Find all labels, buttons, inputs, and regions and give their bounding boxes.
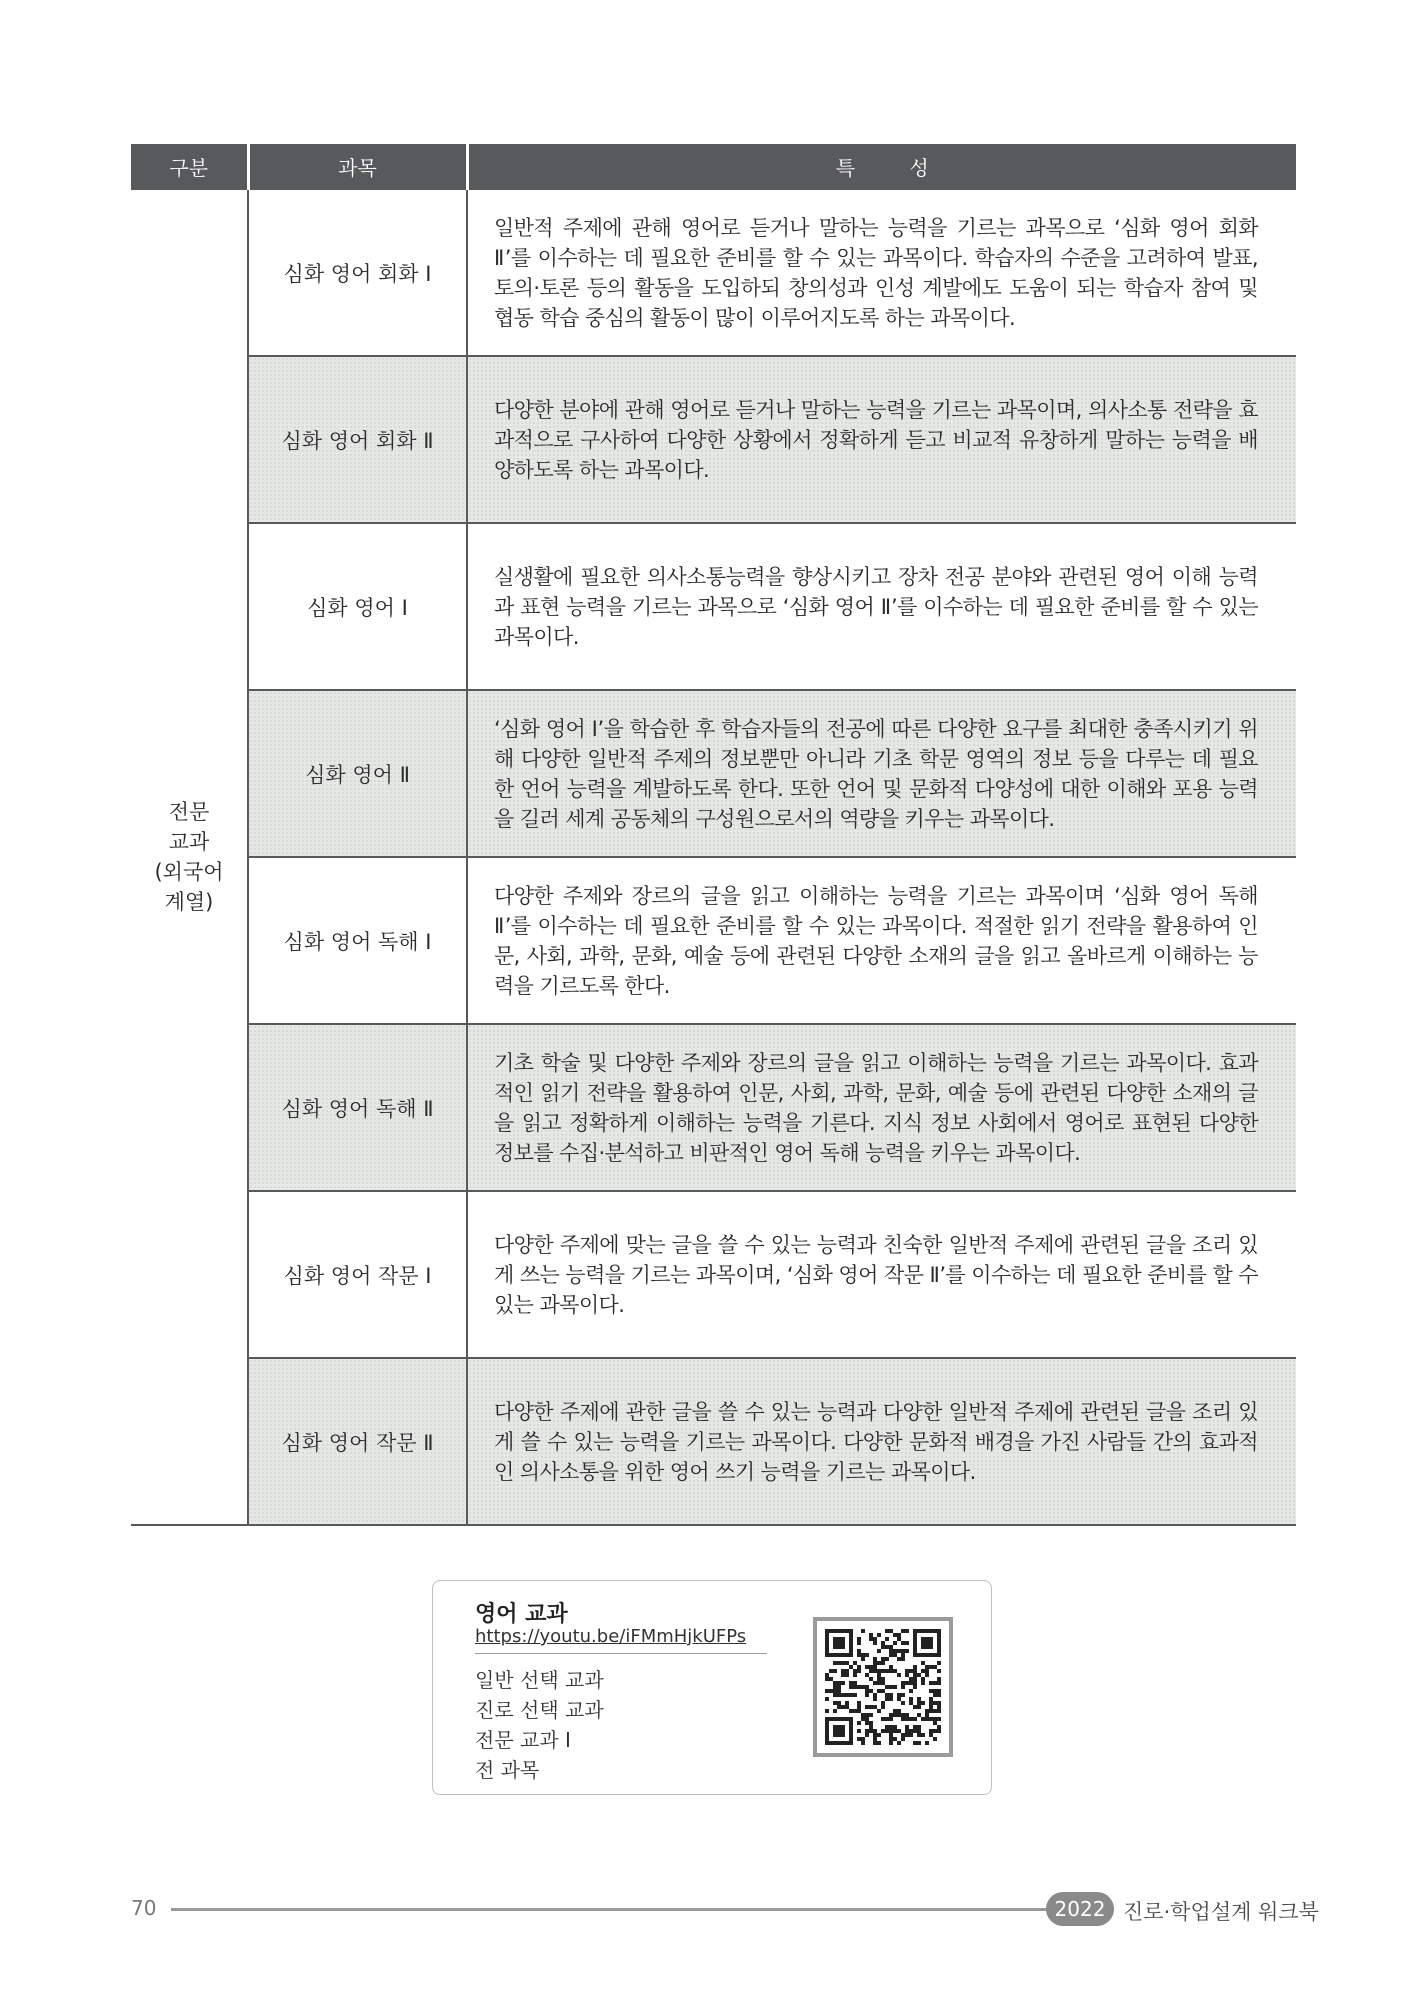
subject-description: 실생활에 필요한 의사소통능력을 향상시키고 장차 전공 분야와 관련된 영어 이해 능력과 표현 능력을 기르는 과목으로 ‘심화 영어 Ⅱ’를 이수하는 데 필요한 준비를 할 수 있는 과목이다. — [467, 523, 1296, 690]
link-box-list — [475, 1665, 604, 1785]
subject-name: 심화 영어 Ⅱ — [248, 690, 467, 857]
category-cell — [131, 189, 248, 1525]
subject-description: 일반적 주제에 관해 영어로 듣거나 말하는 능력을 기르는 과목으로 ‘심화 영어 회화 Ⅱ’를 이수하는 데 필요한 준비를 할 수 있는 과목이다. 학습자의 수준을 고려하여 발표, 토의·토론 등의 활동을 도입하되 창의성과 인성 계발에도 도움이 되는 학습자 참여 및 협동 학습 중심의 활동이 많이 이루어지도록 하는 과목이다. — [467, 189, 1296, 356]
list-item: 전문 교과 Ⅰ — [475, 1728, 571, 1752]
subject-description: ‘심화 영어 Ⅰ’을 학습한 후 학습자들의 전공에 따른 다양한 요구를 최대한 충족시키기 위해 다양한 일반적 주제의 정보뿐만 아니라 기초 학문 영역의 정보 등을 다루는 데 필요한 언어 능력을 계발하도록 한다. 또한 언어 및 문화적 다양성에 대한 이해와 포용 능력을 길러 세계 공동체의 구성원으로서의 역량을 키우는 과목이다. — [467, 690, 1296, 857]
category-line: 전문 — [168, 800, 210, 824]
video-link-box — [432, 1580, 992, 1795]
link-box-divider — [475, 1653, 767, 1654]
table-row — [131, 189, 1296, 356]
table-row — [131, 690, 1296, 857]
footer-divider — [171, 1908, 1061, 1911]
list-item: 전 과목 — [475, 1758, 540, 1782]
table-row — [131, 1358, 1296, 1525]
header-category: 구분 — [131, 144, 248, 189]
header-subject: 과목 — [248, 144, 467, 189]
subject-table — [131, 144, 1296, 1526]
qr-code-icon[interactable] — [813, 1617, 953, 1757]
subject-description: 다양한 주제에 맞는 글을 쓸 수 있는 능력과 친숙한 일반적 주제에 관련된 글을 조리 있게 쓰는 능력을 기르는 과목이며, ‘심화 영어 작문 Ⅱ’를 이수하는 데 필요한 준비를 할 수 있는 과목이다. — [467, 1191, 1296, 1358]
subject-name: 심화 영어 작문 Ⅱ — [248, 1358, 467, 1525]
page-number: 70 — [131, 1896, 157, 1920]
table-row — [131, 523, 1296, 690]
page-footer — [131, 1892, 1319, 1926]
subject-description: 다양한 주제와 장르의 글을 읽고 이해하는 능력을 기르는 과목이며 ‘심화 영어 독해 Ⅱ’를 이수하는 데 필요한 준비를 할 수 있는 과목이다. 적절한 읽기 전략을 활용하여 인문, 사회, 과학, 문화, 예술 등에 관련된 다양한 소재의 글을 읽고 올바르게 이해하는 능력을 기르도록 한다. — [467, 857, 1296, 1024]
list-item: 진로 선택 교과 — [475, 1698, 604, 1722]
subject-name: 심화 영어 작문 Ⅰ — [248, 1191, 467, 1358]
workbook-title: 진로·학업설계 워크북 — [1123, 1900, 1319, 1924]
subject-name: 심화 영어 Ⅰ — [248, 523, 467, 690]
subject-name: 심화 영어 회화 Ⅰ — [248, 189, 467, 356]
category-line: 교과 — [168, 830, 210, 854]
category-line: (외국어 — [154, 860, 224, 884]
qr-code-graphic — [825, 1629, 941, 1745]
table-header-row — [131, 144, 1296, 189]
subject-name: 심화 영어 독해 Ⅰ — [248, 857, 467, 1024]
video-url-link[interactable]: https://youtu.be/iFMmHjkUFPs — [475, 1626, 747, 1647]
subject-description: 기초 학술 및 다양한 주제와 장르의 글을 읽고 이해하는 능력을 기르는 과목이다. 효과적인 읽기 전략을 활용하여 인문, 사회, 과학, 문화, 예술 등에 관련된 다양한 소재의 글을 읽고 정확하게 이해하는 능력을 기른다. 지식 정보 사회에서 영어로 표현된 다양한 정보를 수집·분석하고 비판적인 영어 독해 능력을 키우는 과목이다. — [467, 1024, 1296, 1191]
subject-table-wrapper — [131, 144, 1296, 1526]
table-row — [131, 857, 1296, 1024]
subject-name: 심화 영어 독해 Ⅱ — [248, 1024, 467, 1191]
category-line: 계열) — [164, 890, 214, 914]
subject-name: 심화 영어 회화 Ⅱ — [248, 356, 467, 523]
subject-description: 다양한 분야에 관해 영어로 듣거나 말하는 능력을 기르는 과목이며, 의사소통 전략을 효과적으로 구사하여 다양한 상황에서 정확하게 듣고 비교적 유창하게 말하는 능력을 배양하도록 하는 과목이다. — [467, 356, 1296, 523]
link-box-title: 영어 교과 — [475, 1602, 568, 1627]
header-feature: 특 성 — [467, 144, 1296, 189]
table-row — [131, 356, 1296, 523]
year-badge: 2022 — [1046, 1892, 1114, 1926]
table-row — [131, 1024, 1296, 1191]
table-row — [131, 1191, 1296, 1358]
subject-description: 다양한 주제에 관한 글을 쓸 수 있는 능력과 다양한 일반적 주제에 관련된 글을 조리 있게 쓸 수 있는 능력을 기르는 과목이다. 다양한 문화적 배경을 가진 사람들 간의 효과적인 의사소통을 위한 영어 쓰기 능력을 기르는 과목이다. — [467, 1358, 1296, 1525]
list-item: 일반 선택 교과 — [475, 1668, 604, 1692]
